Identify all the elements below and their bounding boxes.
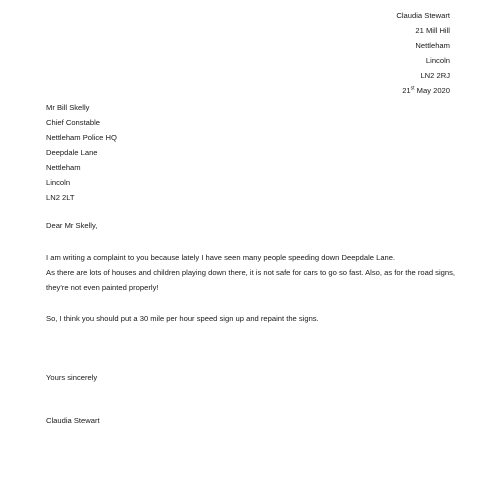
salutation: Dear Mr Skelly, xyxy=(46,221,98,230)
body-paragraph-1: I am writing a complaint to you because lately I have seen many people speeding down Deepdale Lane. xyxy=(46,253,396,262)
letter-body xyxy=(46,250,456,326)
sender-address xyxy=(396,8,450,98)
recipient-town: Nettleham xyxy=(46,163,81,172)
body-paragraph-1b: As there are lots of houses and children playing down there, it is not safe for cars to go so fast. Also, as for the road signs, they're not even painted properly! xyxy=(46,268,456,292)
closing: Yours sincerely xyxy=(46,373,98,382)
sender-postcode: LN2 2RJ xyxy=(420,71,450,80)
recipient-postcode: LN2 2LT xyxy=(46,193,75,202)
recipient-organisation: Nettleham Police HQ xyxy=(46,133,117,142)
sender-name: Claudia Stewart xyxy=(396,11,450,20)
recipient-street: Deepdale Lane xyxy=(46,148,98,157)
date-day: 21 xyxy=(402,86,411,95)
recipient-address xyxy=(46,100,117,205)
letter-date xyxy=(396,83,450,98)
date-month-year: May 2020 xyxy=(414,86,450,95)
body-paragraph-2: So, I think you should put a 30 mile per hour speed sign up and repaint the signs. xyxy=(46,314,319,323)
recipient-city: Lincoln xyxy=(46,178,71,187)
sender-town: Nettleham xyxy=(415,41,450,50)
date-suffix: st xyxy=(410,85,415,92)
signature-name: Claudia Stewart xyxy=(46,416,100,425)
sender-street: 21 Mill Hill xyxy=(415,26,450,35)
recipient-title: Chief Constable xyxy=(46,118,101,127)
sender-city: Lincoln xyxy=(425,56,450,65)
recipient-name: Mr Bill Skelly xyxy=(46,103,90,112)
